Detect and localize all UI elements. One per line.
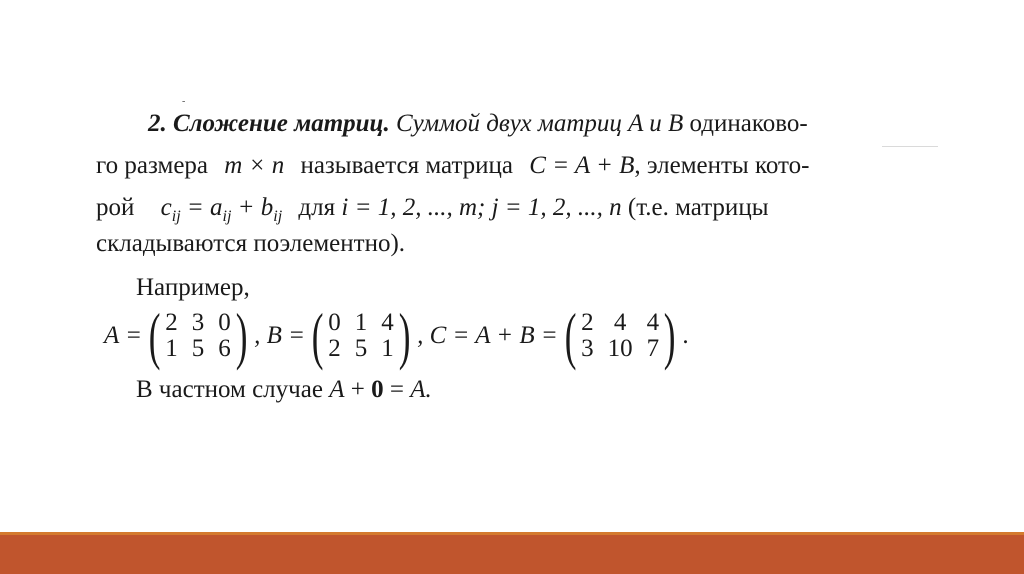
footer-bar — [0, 535, 1024, 574]
matrix-c: ( 2 4 4 3 10 7 ) — [564, 300, 676, 371]
elem-a: a — [210, 194, 223, 221]
matrix-equation — [104, 300, 689, 371]
sum-expression: C = A + B — [529, 152, 635, 179]
heading-line — [148, 109, 808, 139]
special-case-plus: + — [350, 376, 365, 403]
matrix-cell: 7 — [646, 335, 660, 362]
matrix-cell: 2 — [328, 335, 341, 362]
matrix-cell: 0 — [218, 309, 231, 336]
matrix-cell: 0 — [328, 309, 341, 336]
example-intro: Например, — [136, 274, 250, 301]
elem-c: c — [160, 194, 172, 221]
matrix-a: ( 2 3 0 1 5 6 ) — [148, 300, 248, 371]
idx-c: ij — [171, 208, 181, 225]
definition-line-2 — [96, 151, 809, 181]
matrix-cell: 3 — [581, 335, 594, 362]
line3-mid: для — [298, 194, 336, 221]
matrix-cell: 1 — [381, 335, 394, 362]
definition-tail: одинаково- — [689, 110, 808, 137]
special-case-text: В частном случае — [136, 376, 323, 403]
line2-mid: называется матрица — [300, 152, 514, 179]
elem-b: b — [260, 194, 274, 221]
matrix-cell: 4 — [646, 309, 660, 336]
definition-line-4: складываются поэлементно). — [96, 230, 406, 257]
special-case-eq: = — [389, 376, 404, 403]
tiny-dash-mark: - — [182, 96, 186, 107]
idx-a: ij — [222, 208, 232, 225]
matrix-b: ( 0 1 4 2 5 1 ) — [311, 300, 411, 371]
special-case-result: A. — [410, 376, 432, 403]
matrix-c-label: , C = A + B = — [417, 322, 558, 349]
special-case-a: A — [329, 376, 345, 403]
zero-matrix: 0 — [371, 376, 384, 403]
size-expression: m × n — [224, 152, 285, 179]
matrix-cell: 1 — [165, 335, 178, 362]
matrix-cell: 2 — [165, 309, 178, 336]
definition-text: Суммой двух матриц A и B — [395, 110, 684, 137]
matrix-cell: 4 — [613, 309, 627, 336]
matrix-cell: 6 — [218, 335, 231, 362]
idx-b: ij — [273, 208, 283, 225]
matrix-cell: 2 — [581, 309, 594, 336]
definition-line-3 — [96, 193, 769, 232]
matrix-cell: 10 — [607, 335, 633, 362]
index-range: i = 1, 2, ..., m; j = 1, 2, ..., n — [341, 194, 622, 221]
matrix-cell: 5 — [191, 335, 205, 362]
heading-title: Сложение матриц. — [173, 110, 390, 137]
matrix-cell: 5 — [354, 335, 368, 362]
special-case — [136, 375, 432, 405]
decorative-line — [882, 146, 938, 147]
equation-end: . — [682, 322, 689, 349]
matrix-cell: 3 — [191, 309, 205, 336]
matrix-cell: 1 — [354, 309, 368, 336]
line3-end: (т.е. матрицы — [627, 194, 769, 221]
line2-start: го размера — [96, 152, 209, 179]
line2-end: , элементы кото- — [634, 152, 810, 179]
matrix-b-label: , B = — [254, 322, 305, 349]
line3-start: рой — [96, 194, 135, 221]
matrix-cell: 4 — [381, 309, 394, 336]
matrix-a-label: A = — [104, 322, 142, 349]
heading-number: 2. — [148, 110, 167, 137]
element-formula: $c_{ij} = a_{ij} + b_{ij}$ — [160, 194, 283, 225]
